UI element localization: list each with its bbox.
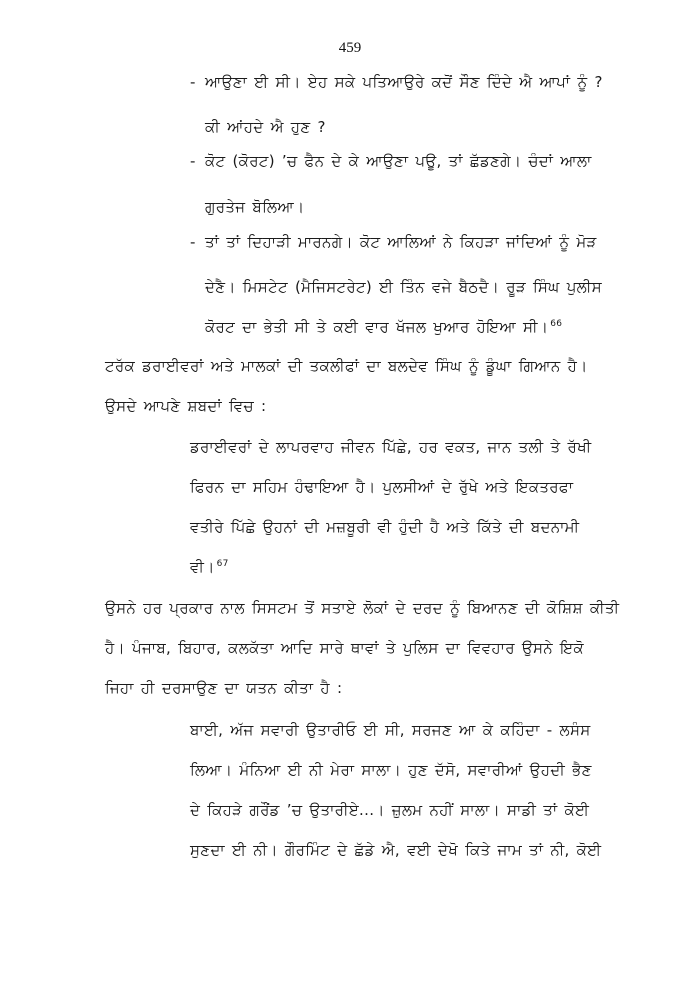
quote-line: ਸੁਣਦਾ ਈ ਨੀ। ਗੌਰਮਿੰਟ ਦੇ ਛੱਡੇ ਐ, ਵਈ ਦੇਖੋ ਕਿਤੇ ਜਾਮ ਤਾਂ ਨੀ, ਕੋਈ <box>190 841 602 859</box>
quote-text: ਵੀ। <box>190 558 215 576</box>
dialogue-line: ਆਉਣਾ ਈ ਸੀ। ਏਹ ਸਕੇ ਪਤਿਆਉਰੇ ਕਦੋਂ ਸੌਣ ਦਿੰਦੇ ਐ ਆਪਾਂ ਨੂੰ ? <box>205 73 603 91</box>
dialogue-text: ਕੋਰਟ ਦਾ ਭੇਤੀ ਸੀ ਤੇ ਕਈ ਵਾਰ ਖੱਜਲ ਖੁਆਰ ਹੋਇਆ ਸੀ। <box>205 318 549 336</box>
dialogue-dash: - <box>190 233 196 251</box>
paragraph-line: ਜਿਹਾ ਹੀ ਦਰਸਾਉਣ ਦਾ ਯਤਨ ਕੀਤਾ ਹੈ : <box>105 679 343 697</box>
quote-line-last <box>190 557 229 577</box>
quote-line: ਬਾਈ, ਅੱਜ ਸਵਾਰੀ ਉਤਾਰੀਓ ਈ ਸੀ, ਸਰਜਣ ਆ ਕੇ ਕਹਿੰਦਾ - ਲਸੰਸ <box>190 721 591 739</box>
paragraph-line: ਉਸਦੇ ਆਪਣੇ ਸ਼ਬਦਾਂ ਵਿਚ : <box>105 397 267 415</box>
footnote-ref-66[interactable]: 66 <box>550 319 563 329</box>
quote-line: ਵਤੀਰੇ ਪਿੱਛੇ ਉਹਨਾਂ ਦੀ ਮਜ਼ਬੂਰੀ ਵੀ ਹੁੰਦੀ ਹੈ ਅਤੇ ਕਿੱਤੇ ਦੀ ਬਦਨਾਮੀ <box>190 518 580 536</box>
dialogue-line: ਕੀ ਆਂਹਦੇ ਐ ਹੁਣ ? <box>205 118 326 136</box>
dialogue-line: ਕੋਟ (ਕੋਰਟ) ’ਚ ਫੈਨ ਦੇ ਕੇ ਆਉਣਾ ਪਊ, ਤਾਂ ਛੱਡਣਗੇ। ਚੰਦਾਂ ਆਲਾ <box>205 152 592 170</box>
paragraph-line: ਹੈ। ਪੰਜਾਬ, ਬਿਹਾਰ, ਕਲਕੱਤਾ ਆਦਿ ਸਾਰੇ ਥਾਵਾਂ ਤੇ ਪੁਲਿਸ ਦਾ ਵਿਵਹਾਰ ਉਸਨੇ ਇਕੋ <box>105 639 584 657</box>
quote-line: ਡਰਾਈਵਰਾਂ ਦੇ ਲਾਪਰਵਾਹ ਜੀਵਨ ਪਿੱਛੇ, ਹਰ ਵਕਤ, ਜਾਨ ਤਲੀ ਤੇ ਰੱਖੀ <box>190 438 592 456</box>
page-number: 459 <box>338 40 362 56</box>
dialogue-line: ਦੇਣੈ। ਮਿਸਟੇਟ (ਮੈਜਿਸਟਰੇਟ) ਈ ਤਿੰਨ ਵਜੇ ਬੈਠਦੈ। ਰੂੜ ਸਿੰਘ ਪੁਲੀਸ <box>205 278 602 296</box>
dialogue-dash: - <box>190 152 196 170</box>
paragraph-line: ਟਰੱਕ ਡਰਾਈਵਰਾਂ ਅਤੇ ਮਾਲਕਾਂ ਦੀ ਤਕਲੀਫਾਂ ਦਾ ਬਲਦੇਵ ਸਿੰਘ ਨੂੰ ਡੂੰਘਾ ਗਿਆਨ ਹੈ। <box>105 357 588 375</box>
quote-line: ਲਿਆ। ਮੰਨਿਆ ਈ ਨੀ ਮੇਰਾ ਸਾਲਾ। ਹੁਣ ਦੱਸੋ, ਸਵਾਰੀਆਂ ਉਹਦੀ ਭੈਣ <box>190 761 592 779</box>
dialogue-dash: - <box>190 73 196 91</box>
paragraph-line: ਉਸਨੇ ਹਰ ਪ੍ਰਕਾਰ ਨਾਲ ਸਿਸਟਮ ਤੋਂ ਸਤਾਏ ਲੋਕਾਂ ਦੇ ਦਰਦ ਨੂੰ ਬਿਆਨਣ ਦੀ ਕੋਸ਼ਿਸ਼ ਕੀਤੀ <box>105 599 620 617</box>
dialogue-line: ਤਾਂ ਤਾਂ ਦਿਹਾੜੀ ਮਾਰਨਗੇ। ਕੋਟ ਆਲਿਆਂ ਨੇ ਕਿਹੜਾ ਜਾਂਦਿਆਂ ਨੂੰ ਮੋੜ <box>205 233 597 251</box>
quote-line: ਫਿਰਨ ਦਾ ਸਹਿਮ ਹੰਢਾਇਆ ਹੈ। ਪੁਲਸੀਆਂ ਦੇ ਰੁੱਖੇ ਅਤੇ ਇਕਤਰਫਾ <box>190 478 574 496</box>
footnote-ref-67[interactable]: 67 <box>216 559 229 569</box>
dialogue-line-last <box>205 317 562 337</box>
quote-line: ਦੇ ਕਿਹੜੇ ਗਰੌਂਡ ’ਚ ਉਤਾਰੀਏ...। ਜ਼ੁਲਮ ਨਹੀਂ ਸਾਲਾ। ਸਾਡੀ ਤਾਂ ਕੋਈ <box>190 801 590 819</box>
dialogue-line: ਗੁਰਤੇਜ ਬੋਲਿਆ। <box>205 198 305 216</box>
